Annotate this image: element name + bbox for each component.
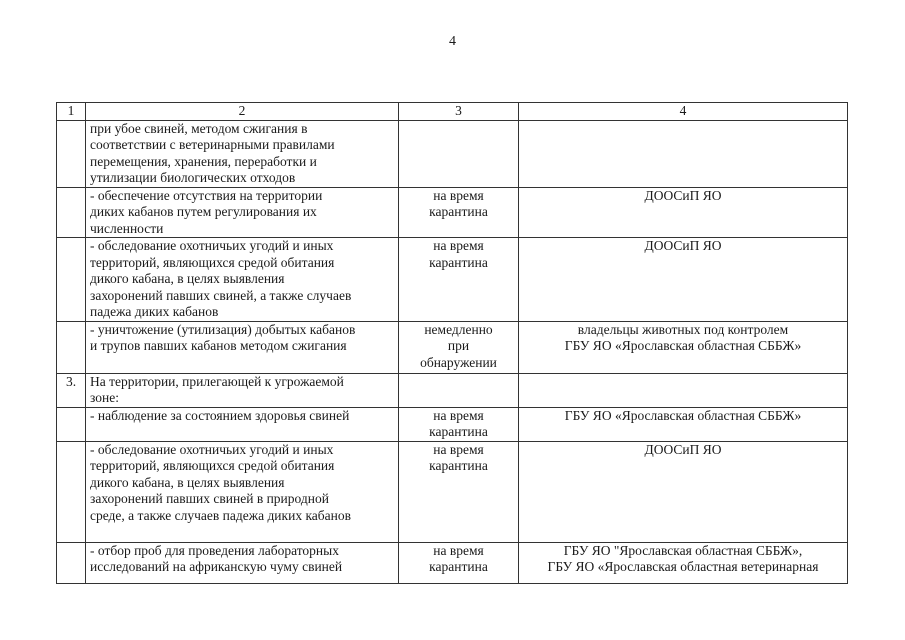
- table-row: [57, 441, 848, 542]
- table-row: [57, 187, 848, 238]
- responsible-text-line: ГБУ ЯО «Ярославская областная СББЖ»: [564, 338, 802, 353]
- responsible-cell: [519, 542, 848, 583]
- table-row: [57, 542, 848, 583]
- term-text-line: на время: [433, 407, 484, 423]
- responsible-cell: [519, 373, 848, 407]
- measure-cell: [86, 373, 399, 407]
- responsible-cell: [519, 407, 848, 441]
- measure-cell: [86, 321, 399, 373]
- measure-cell: [86, 441, 399, 542]
- responsible-text-line: ГБУ ЯО «Ярославская областная СББЖ»: [564, 407, 802, 423]
- header-col-2: 2: [86, 103, 399, 121]
- responsible-cell: [519, 120, 848, 187]
- measure-text-line: утилизации биологических отходов: [90, 170, 296, 185]
- term-cell: [399, 120, 519, 187]
- measure-text-line: перемещения, хранения, переработки и: [90, 153, 317, 169]
- measure-text-line: численности: [90, 220, 164, 236]
- measure-text-line: На территории, прилегающей к угрожаемой: [90, 373, 344, 389]
- header-col-1: 1: [57, 103, 86, 121]
- measure-text-line: - отбор проб для проведения лабораторных: [90, 542, 339, 558]
- row-number: 3.: [65, 373, 77, 389]
- responsible-text-line: ГБУ ЯО "Ярославская областная СББЖ»,: [563, 542, 803, 558]
- responsible-text-line: владельцы животных под контролем: [577, 321, 789, 337]
- table-row: [57, 120, 848, 187]
- row-number-cell: [57, 238, 86, 322]
- row-number-cell: [57, 120, 86, 187]
- term-text-line: карантина: [429, 424, 488, 439]
- term-cell: [399, 542, 519, 583]
- measure-text-line: захоронений павших свиней в природной: [90, 491, 329, 506]
- term-text-line: карантина: [429, 254, 488, 270]
- measure-cell: [86, 238, 399, 322]
- term-text-line: на время: [433, 238, 484, 253]
- header-col-4: 4: [519, 103, 848, 121]
- measure-cell: [86, 407, 399, 441]
- measure-text-line: при убое свиней, методом сжигания в: [90, 120, 308, 136]
- measure-cell: [86, 542, 399, 583]
- responsible-cell: [519, 238, 848, 322]
- term-cell: [399, 187, 519, 238]
- row-number-cell: [57, 441, 86, 542]
- term-text-line: карантина: [429, 458, 488, 473]
- term-cell: [399, 321, 519, 373]
- row-number-cell: [57, 542, 86, 583]
- measure-text-line: зоне:: [90, 390, 119, 405]
- term-text-line: карантина: [429, 204, 488, 219]
- measure-text-line: диких кабанов путем регулирования их: [90, 204, 317, 219]
- table-row: [57, 373, 848, 407]
- table-row: [57, 407, 848, 441]
- responsible-text-line: ДООСиП ЯО: [644, 441, 722, 457]
- term-text-line: карантина: [429, 559, 488, 574]
- measure-text-line: - уничтожение (утилизация) добытых кабанов: [90, 321, 356, 337]
- responsible-text-line: ДООСиП ЯО: [644, 238, 722, 253]
- measure-text-line: соответствии с ветеринарными правилами: [90, 137, 335, 152]
- table-row: [57, 238, 848, 322]
- term-cell: [399, 407, 519, 441]
- measure-text-line: дикого кабана, в целях выявления: [90, 474, 285, 490]
- measure-text-line: территорий, являющихся средой обитания: [90, 458, 335, 473]
- measure-cell: [86, 120, 399, 187]
- row-number-cell: [57, 187, 86, 238]
- measure-text-line: - обследование охотничьих угодий и иных: [90, 441, 334, 457]
- term-text-line: немедленно: [424, 321, 493, 337]
- term-text-line: обнаружении: [420, 354, 497, 370]
- row-number-cell: [57, 407, 86, 441]
- responsible-cell: [519, 321, 848, 373]
- header-col-3: 3: [399, 103, 519, 121]
- measure-text-line: - обеспечение отсутствия на территории: [90, 187, 323, 203]
- term-cell: [399, 238, 519, 322]
- measure-text-line: и трупов павших кабанов методом сжигания: [90, 338, 347, 353]
- measure-text-line: - наблюдение за состоянием здоровья свиней: [90, 407, 350, 423]
- measure-text-line: дикого кабана, в целях выявления: [90, 271, 285, 286]
- responsible-cell: [519, 187, 848, 238]
- term-cell: [399, 373, 519, 407]
- measure-text-line: исследований на африканскую чуму свиней: [90, 559, 343, 574]
- measure-text-line: падежа диких кабанов: [90, 304, 219, 319]
- measures-table: [56, 102, 848, 584]
- term-text-line: на время: [433, 542, 484, 558]
- responsible-text-line: ГБУ ЯО «Ярославская областная ветеринарная: [547, 559, 819, 574]
- row-number-cell: [57, 321, 86, 373]
- responsible-cell: [519, 441, 848, 542]
- measure-text-line: среде, а также случаев падежа диких кабанов: [90, 507, 351, 523]
- measure-cell: [86, 187, 399, 238]
- term-text-line: на время: [433, 187, 484, 203]
- term-text-line: при: [447, 338, 470, 353]
- page-number: 4: [449, 34, 456, 49]
- table-row: [57, 321, 848, 373]
- row-number-cell: [57, 373, 86, 407]
- measure-text-line: захоронений павших свиней, а также случаев: [90, 287, 352, 303]
- term-cell: [399, 441, 519, 542]
- table-header-row: [57, 103, 848, 121]
- term-text-line: на время: [433, 441, 484, 457]
- responsible-text-line: ДООСиП ЯО: [644, 187, 722, 203]
- measure-text-line: - обследование охотничьих угодий и иных: [90, 238, 334, 253]
- measure-text-line: территорий, являющихся средой обитания: [90, 254, 335, 270]
